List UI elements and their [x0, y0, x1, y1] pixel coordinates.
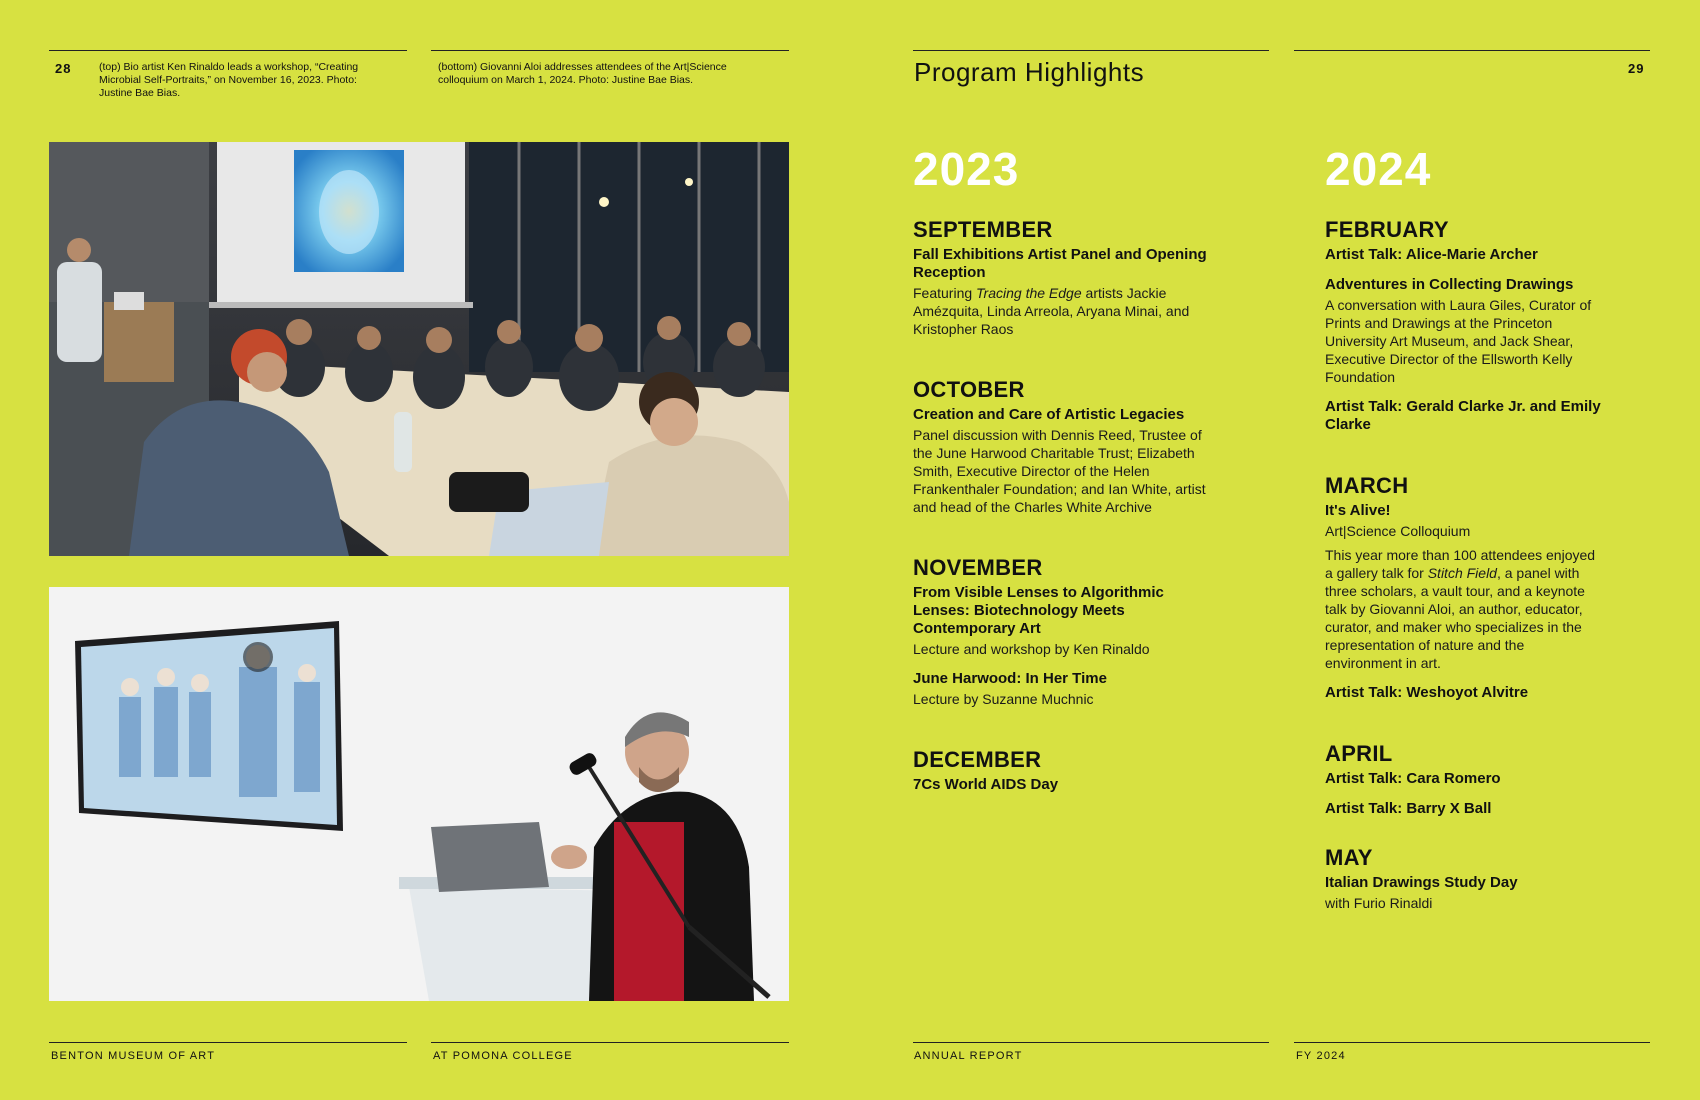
footer-college-name: AT POMONA COLLEGE: [433, 1050, 573, 1062]
month-group-february: [1325, 218, 1605, 434]
event-item: [1325, 276, 1605, 386]
year-column-2024: [1325, 143, 1605, 952]
event-item: [913, 406, 1223, 516]
page-number-left: 28: [55, 61, 72, 76]
event-item: [1325, 246, 1605, 264]
event-description: Lecture by Suzanne Muchnic: [913, 691, 1094, 707]
event-item: [1325, 874, 1605, 912]
event-title: Creation and Care of Artistic Legacies: [913, 406, 1185, 423]
caption-top-photo: (top) Bio artist Ken Rinaldo leads a workshop, “Creating Microbial Self-Portraits,” on November 16, 2023. Photo: Justine Bae Bias.: [99, 61, 359, 99]
event-desc-italic: Tracing the Edge: [976, 285, 1082, 301]
footer-fiscal-year: FY 2024: [1296, 1050, 1346, 1062]
caption-bottom-photo: (bottom) Giovanni Aloi addresses attendees of the Art|Science colloquium on March 1, 2024. Photo: Justine Bae Bias.: [438, 61, 727, 86]
event-item: [913, 246, 1223, 338]
bottom-rule-right-1: [913, 1042, 1269, 1043]
event-item: [1325, 546, 1605, 672]
lecture-photo: [49, 587, 789, 1001]
month-heading: DECEMBER: [913, 747, 1042, 772]
event-item: [1325, 502, 1605, 540]
event-description: A conversation with Laura Giles, Curator of Prints and Drawings at the Princeton University Art Museum, and Jack Shear, Executive Director of the Ellsworth Kelly Foundation: [1325, 297, 1592, 385]
month-group-march: [1325, 474, 1605, 702]
bottom-rule-right-2: [1294, 1042, 1650, 1043]
month-group-may: [1325, 846, 1605, 912]
month-heading: MARCH: [1325, 473, 1409, 498]
event-desc-pre: Featuring: [913, 285, 977, 301]
month-heading: SEPTEMBER: [913, 217, 1053, 242]
event-description: [913, 284, 1223, 338]
top-rule-left-2: [431, 50, 789, 51]
bottom-rule-left-1: [49, 1042, 407, 1043]
event-description: [1325, 546, 1605, 672]
event-item: [1325, 770, 1605, 788]
event-item: [913, 584, 1223, 658]
month-heading: APRIL: [1325, 741, 1393, 766]
event-title: Artist Talk: Cara Romero: [1325, 770, 1501, 787]
month-heading: NOVEMBER: [913, 555, 1043, 580]
event-title: It's Alive!: [1325, 502, 1391, 519]
page-number-right: 29: [1628, 61, 1645, 76]
month-heading: OCTOBER: [913, 377, 1025, 402]
event-desc-post: artists Jackie Amézquita, Linda Arreola, Aryana Minai, and Kristopher Raos: [913, 285, 1190, 337]
event-title: Adventures in Collecting Drawings: [1325, 276, 1574, 293]
top-rule-left-1: [49, 50, 407, 51]
top-rule-right-2: [1294, 50, 1650, 51]
event-item: [913, 776, 1223, 794]
event-desc-post: , a panel with three scholars, a vault tour, and a keynote talk by Giovanni Aloi, an author, educator, curator, and maker who specializes in the representation of nature and the environment in art.: [1325, 565, 1585, 671]
month-group-september: [913, 218, 1223, 338]
month-group-december: [913, 748, 1223, 794]
year-column-2023: [913, 143, 1223, 834]
bottom-rule-left-2: [431, 1042, 789, 1043]
footer-museum-name: BENTON MUSEUM OF ART: [51, 1050, 216, 1062]
month-group-october: [913, 378, 1223, 516]
event-description: Lecture and workshop by Ken Rinaldo: [913, 641, 1150, 657]
event-desc-italic: Stitch Field: [1427, 565, 1497, 581]
month-heading: MAY: [1325, 845, 1373, 870]
event-title: Fall Exhibitions Artist Panel and Opening Reception: [913, 246, 1207, 281]
lecture-photo-illustration: [49, 587, 789, 1001]
event-title: Italian Drawings Study Day: [1325, 874, 1518, 891]
workshop-photo-illustration: [49, 142, 789, 556]
event-desc-pre: This year more than 100 attendees enjoyed a gallery talk for: [1325, 547, 1596, 581]
year-heading: 2023: [913, 143, 1020, 195]
month-group-november: [913, 556, 1223, 708]
event-description: with Furio Rinaldi: [1325, 895, 1433, 911]
event-title: Artist Talk: Gerald Clarke Jr. and Emily Clarke: [1325, 398, 1601, 433]
year-heading: 2024: [1325, 143, 1432, 195]
workshop-photo: [49, 142, 789, 556]
event-item: [1325, 684, 1605, 702]
event-description: Panel discussion with Dennis Reed, Trustee of the June Harwood Charitable Trust; Elizabeth Smith, Executive Director of the Helen Frankenthaler Foundation; and Ian White, artist and head of the Charles White Archive: [913, 427, 1206, 515]
event-item: [1325, 398, 1605, 434]
event-title: Artist Talk: Barry X Ball: [1325, 800, 1492, 817]
event-item: [913, 670, 1223, 708]
event-description: Art|Science Colloquium: [1325, 523, 1471, 539]
month-heading: FEBRUARY: [1325, 217, 1449, 242]
event-title: Artist Talk: Alice-Marie Archer: [1325, 246, 1538, 263]
event-title: Artist Talk: Weshoyot Alvitre: [1325, 684, 1529, 701]
footer-annual-report: ANNUAL REPORT: [914, 1050, 1023, 1062]
event-title: June Harwood: In Her Time: [913, 670, 1107, 687]
top-rule-right-1: [913, 50, 1269, 51]
event-title: From Visible Lenses to Algorithmic Lenses: Biotechnology Meets Contemporary Art: [913, 584, 1164, 637]
event-item: [1325, 800, 1605, 818]
month-group-april: [1325, 742, 1605, 818]
event-title: 7Cs World AIDS Day: [913, 776, 1059, 793]
section-title: Program Highlights: [914, 57, 1145, 87]
